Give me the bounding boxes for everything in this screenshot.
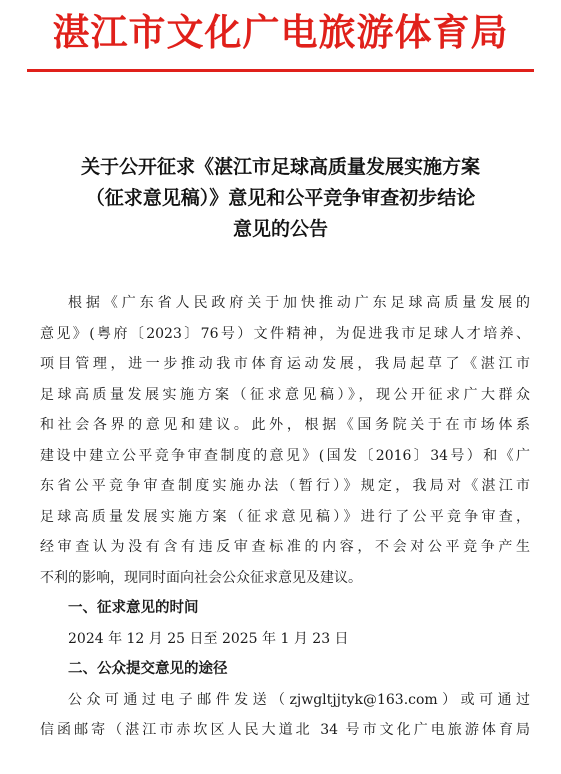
section-heading-channel: 二、公众提交意见的途径 — [68, 661, 228, 677]
body-paragraph-line: 项目管理，进一步推动我市体育运动发展，我局起草了《湛江市 — [40, 356, 530, 372]
body-paragraph-line: 意见》(粤府〔2023〕76号）文件精神，为促进我市足球人才培养、 — [40, 325, 530, 342]
body-paragraph-line: 足球高质量发展实施方案（征求意见稿）》，现公开征求广大群众 — [40, 386, 530, 403]
body-paragraph-line: 和社会各界的意见和建议。此外，根据《国务院关于在市场体系 — [40, 417, 530, 433]
section-text-channel-line: 信函邮寄（湛江市赤坎区人民大道北 34 号市文化广电旅游体育局 — [40, 722, 530, 738]
notice-title-line: （征求意见稿）》意见和公平竞争审查初步结论 — [85, 187, 476, 209]
notice-title-line: 关于公开征求《湛江市足球高质量发展实施方案 — [80, 156, 480, 178]
body-paragraph-line: 根据《广东省人民政府关于加快推动广东足球高质量发展的 — [68, 295, 530, 311]
notice-title — [30, 152, 531, 245]
body-paragraph-line: 不利的影响，现同时面向社会公众征求意见及建议。 — [40, 569, 362, 586]
letterhead-org-name: 湛江市文化广电旅游体育局 — [52, 10, 509, 54]
letterhead-red-rule — [27, 69, 534, 72]
body-paragraph-line: 足球高质量发展实施方案（征求意见稿）》进行了公平竞争审查， — [40, 508, 530, 525]
section-text-time: 2024 年 12 月 25 日至 2025 年 1 月 23 日 — [68, 630, 349, 647]
body-paragraph-line: 东省公平竞争审查制度实施办法（暂行）》规定，我局对《湛江市 — [40, 478, 530, 494]
notice-title-line: 意见的公告 — [232, 218, 328, 240]
notice-body — [40, 288, 530, 746]
body-paragraph-line: 经审查认为没有含有违反审查标准的内容，不会对公平竞争产生 — [40, 539, 530, 555]
section-text-channel-line: 公众可通过电子邮件发送（zjwgltjjtyk@163.com）或可通过 — [68, 691, 530, 708]
section-heading-time: 一、征求意见的时间 — [68, 600, 199, 616]
body-paragraph-line: 建设中建立公平竞争审查制度的意见》(国发〔2016〕34号）和《广 — [40, 447, 530, 464]
